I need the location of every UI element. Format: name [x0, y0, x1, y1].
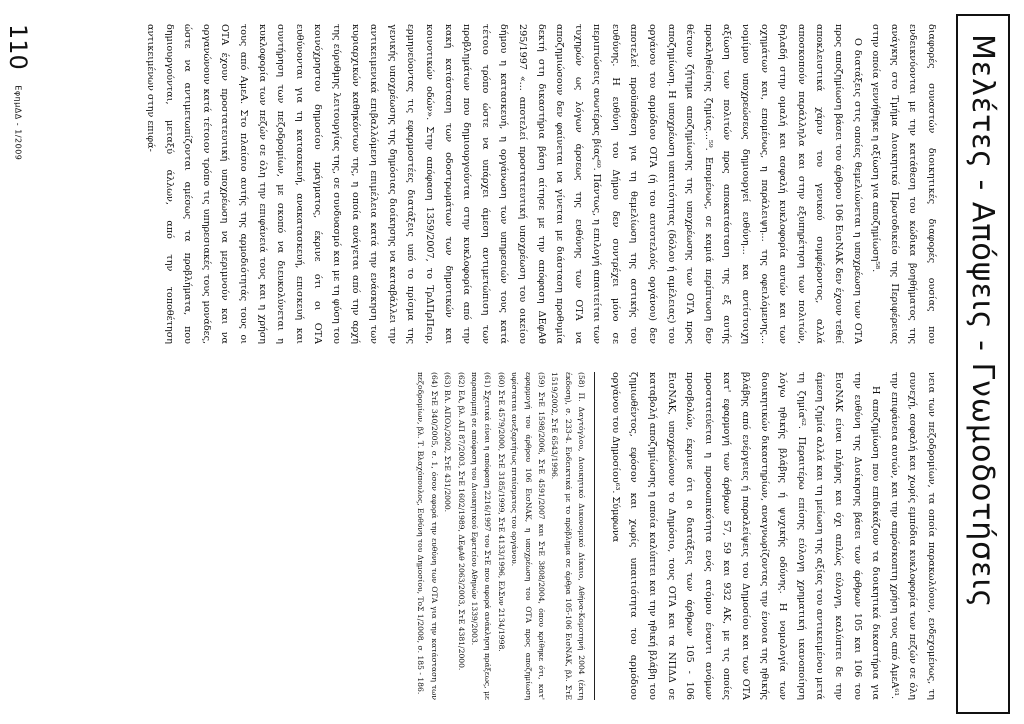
paragraph: διαφορές συναστών διοικητικές διαφορές ουσίας που ενδεικνύονται με την κατάθεση του κώδικα βοηθήματος της ανάγκης στο Τμήμα Διοικητικό Πρωτοδικείο της Περιφέρειας στην οποία γεννήθηκε η αξίωση για αποζημίωση⁵⁸.	[870, 24, 937, 344]
section-title: Μελέτες - Απόψεις - Γνωμοδοτήσεις	[965, 34, 1000, 609]
footnote: (63) ΒΛ. ΑΠΟλ/2002, ΣτΕ 431/2000.	[443, 372, 453, 513]
footnote: (60) ΣτΕ 4579/2000, ΣτΕ 3185/1999, ΣτΕ 4133/1996, ΕλΣυν 2134/1998.	[496, 372, 506, 652]
footnote: (58) Π. Δαγτόγλου, Διοικητικό Δικονομικό Δίκαιο, Αθήνα-Κομοτηνή 2004 (έκτη έκδοση), σ. 233-4. Ενδεικτικά με το πρόβλημα σε άρθρα 105-106 ΕισΝΑΚ, βλ. ΣτΕ 1519/2002, ΣτΕ 6543/1996.	[550, 372, 587, 700]
page-footer	[4, 24, 32, 160]
footnotes	[414, 372, 595, 700]
paragraph: νεια των πεζοδρομίων, τα οποία παρακωλύουν, ενδεχομένως, τη συνεχή, ασφαλή και χωρίς εμπόδια κυκλοφορία των πεζών σε όλη την επιφάνεια αυτών, και την απρόσκοπτη χρήση τους από ΑμεΑ⁶¹.	[888, 372, 937, 700]
page-number: 110	[4, 24, 32, 70]
section-header	[956, 14, 1010, 714]
right-column	[40, 372, 940, 700]
footnote: (62) ΕΑ, βλ. ΑΠ 87/2003, ΣτΕ 1602/1989, ΔΕφΑθ 2063/2003, ΣτΕ 4381/2000.	[456, 372, 466, 671]
footnote: (64) ΣτΕ 340/2005, σ. 1, όσον αφορά την ευθύνη των ΟΤΑ για την κατάσταση των πεζοδρομίων, βλ. Τ. Βλαχόπουλος, Ευθύνη του Δημοσίου, ΤοΣ 1/2008, σ. 185 - 186.	[416, 372, 439, 700]
left-column	[35, 24, 940, 344]
footnote: (61) Σχετικά είναι η απόφαση 2216/1997 του ΣτΕ που αφορά ανάκληση πράξεως, με παραπομπή σε απόφαση του Διοικητικού Εφετείου Αθηνών 1339/2003.	[470, 372, 493, 700]
paragraph: Ο διατάξεις στις οποίες θεμελιώνεται η υποχρέωση των ΟΤΑ προς αποζημίωση βάσει του άρθρου 106 ΕισΝΑΚ δεν έχουν τεθεί αποκλειστικά χάριν του γενικού συμφέροντος, αλλά αποσκοπούν παράλληλα και στην εξυπηρέτηση των πολιτών, δηλαδή στην ομαλή και ασφαλή κυκλοφορία αυτών και των οχημάτων και, επομένως, η παράλειψη... της οφειλόμενης... νομίμου υποχρεώσεως δημιουργεί ευθύνη... και αντίστοιχη αξίωση των πολιτών προς αποκατάσταση της εξ αυτής προκληθείσης ζημίας...⁵⁹. Επομένως, σε καμιά περίπτωση δεν θέτουν ζήτημα αποζημίωσης της υποχρέωσης των ΟΤΑ προς αποζημίωση. Η υποχρέωση υπαιτιότητας (δόλου ή αμέλειας) του οργάνου του αρμόδιου ΟΤΑ (ή του αυτοτελούς οργάνου) δεν αποτελεί προϋπόθεση για τη θεμελίωση της αστικής του ευθύνης. Η ευθύνη του Δήμου δεν συντρέχει μόνο σε περιπτώσεις ανωτέρας βίας⁶⁰. Πάντως, η επιλογή απαιτείται των τυχηρών ως λόγων άρσεως της ευθύνης των ΟΤΑ να αποζημιώσουν δεν φαίνεται να γίνεται με διάσταση προθυμία δεκτή στη δικαστήρια βάση αίτησε με την απόφαση ΔΕφΑθ 295/1997 «... αποτελεί προστατευτική υποχρέωση του οικείου δήμου η κατασκευή, η οργάνωση των υπηρεσιών τους κατά τέτοιο τρόπο ώστε να υπάρχει άμεση αντιμετώπιση των προβλημάτων που δημιουργούνται στην κυκλοφορία από την κακή κατάσταση των οδοστρωμάτων των δημοτικών και κοινοτικών οδών». Στην απόφαση 1359/2007, το ΤρΔΠρΠειρ, ερμηνεύοντας τις εφαρμοστέες διατάξεις υπό το πρίσμα της γενικής υποχρέωσης της δημόσιας διοίκησης να καταβάλλει την αντικειμενικά επιβαλλόμενη επιμέλεια κατά την ενάσκηση των κυριαρχικών καθηκόντων της, η οποία ανάγεται από την αρχή της εύρυθμης λειτουργίας της, σε συνδυασμό και με τη φύση του κοινόχρηστου δημοσίου πράγματος, έκρινε ότι οι ΟΤΑ ευθύνονται για τη κατασκευή, ανακατασκευή, επισκευή και συντήρηση των πεζοδρομίων, με σκοπό να διευκολύνεται η κυκλοφορία των πεζών σε όλη την επιφάνειά τους και η χρήση τους από ΑμεΑ. Στο πλαίσιο αυτής της αρμοδιότητάς τους οι ΟΤΑ έχουν προστατευτική υποχρέωση να μεριμνούν και να οργανώνουν κατά τέτοιον τρόπο τις υπηρεσιακές τους μονάδες, ώστε να αντιμετωπίζονται αμέσως τα προβλήματα, που δημιουργούνται, μεταξύ άλλων, από την τοποθέτηση αντικειμένων στην επιφά-	[145, 24, 863, 344]
journal-issue: ΕφημΔΔ - 1/2009	[13, 85, 23, 161]
footnote: (59) ΣτΕ 1598/2006, ΣτΕ 4591/2007 και ΣτΕ 3808/2004, όπου κρίθηκε ότι, κατ' εφαρμογή του άρθρου 106 ΕισΝΑΚ, η υποχρέωση του ΟΤΑ προς αποζημίωση υφίσταται ανεξαρτήτως πταίσματος του οργάνου.	[510, 372, 547, 700]
paragraph: Η αποζημίωση που επιδικάζουν τα διοικητικά δικαστήρια για την ευθύνη της Διοίκησης βάσει των άρθρων 105 και 106 του ΕισΝΑΚ είναι πλήρης και όχι απλώς εύλογη, καλύπτει δε την άμεση ζημία αλλά και τη μείωση της αξίας του αντικειμένου μετά τη ζημία⁶². Περαιτέρω επίσης εύλογη χρηματική ικανοποίηση λόγω ηθικής βλάβης ή ψυχικής οδύνης. Η νομολογία των διοικητικών δικαστηρίων, αναγνωρίζοντας την έννοια της ηθικής βλάβης από ενέργειες ή παραλείψεις του Δημοσίου και των ΟΤΑ κατ' εφαρμογή των άρθρων 57, 59 και 932 ΑΚ, με τις οποίες προστατεύεται η προσωπικότητα ενός ατόμου έναντι ανόμων προσβολών, έκρινε ότι οι διατάξεις των άρθρων 105 - 106 ΕισΝΑΚ, υποχρεώνουν το Δημόσιο, τους ΟΤΑ και τα ΝΠΔΔ σε καταβολή αποζημίωσης η οποία καλύπτει και την ηθική βλάβη του ζημιωθέντος, εφόσον και χωρίς υπαιτιότητα του αρμόδιου οργάνου του Δημοσίου⁶³. Σύμφωνα	[609, 372, 882, 700]
